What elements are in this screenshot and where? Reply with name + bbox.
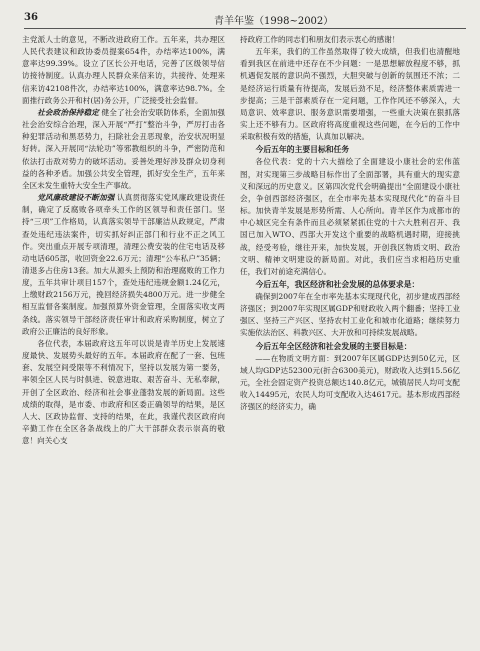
- paragraph-body: 认真贯彻落实党风廉政建设责任制，确定了反腐败各项牵头工作的区领导和责任部门。坚持“三项”工作格局，认真落实领导干部廉洁从政规定，严肃查处违纪违法案件，切实抓好纠正部门和行业不正之风工作。突出重点开展专项清理，清理公费安装的住宅电话及移动电话605部，收回资金22.6万元；清理“公车私户”35辆；清退多占住房13套。加大从源头上预防和治理腐败的工作力度，五年共审计项目157个，查处违纪违规金额1.24亿元，上缴财政2156万元，挽回经济损失4800万元。进一步健全相互监督各案制度。加强预算外资金管理，全面落实收支两条线。落实领导干部经济责任审计和政府采购制度，树立了政府公正廉洁的良好形象。: [22, 193, 225, 336]
- section-heading: 今后五年全区经济和社会发展的主要目标是：: [255, 341, 412, 351]
- left-column: [22, 34, 225, 447]
- paragraph-lead: 社会政治保持稳定: [37, 107, 99, 117]
- paragraph: 确保到2007年在全市率先基本实现现代化，初步建成西部经济强区；到2007年实现区属GDP和财政收入两个翻番；坚持工业强区、坚持三产兴区、坚持农村工业化和城市化道路；继续努力实施依法治区、科教兴区、大开放和可持续发展战略。: [240, 291, 460, 338]
- paragraph: 各位代表：党的十六大描绘了全面建设小康社会的宏伟蓝图，对实现第三步战略目标作出了全面部署，具有重大的现实意义和深远的历史意义。区第四次党代会明确提出“全面建设小康社会，争创西部经济强区，在全市率先基本实现现代化”的奋斗目标。加快青羊发展是形势所需、人心所向。青羊区作为成都市的中心城区完全有条件而且必须紧紧抓住党的十六大胜利召开、我国已加入WTO、西部大开发这个重要的战略机遇时期，迎接挑战，经受考验，继往开来，加快发展，开创我区物质文明、政治文明、精神文明建设的新局面。对此，我们应当求相趋历史重任，我们对前途充满信心。: [240, 157, 460, 276]
- paragraph: ——在物质文明方面：到2007年区属GDP达到50亿元，区域人均GDP达52300元(折合6300美元)，财政收入达到15.56亿元，全社会固定资产投资总额达140.8亿元，城镇居民人均可支配收入14495元，农民人均可支配收入达4617元。基本形成西部经济强区的经济实力，确: [240, 353, 460, 412]
- running-title: 青羊年鉴（1998~2002）: [214, 16, 334, 27]
- paragraph: [22, 192, 225, 338]
- paragraph: 五年来，我们的工作虽然取得了较大成绩，但我们也清醒地看到我区在前进中还存在不少问题：一是思想解放程度不够，抓机遇促发展的意识尚不强烈，大胆突破与创新的氛围还不浓；二是经济运行质量有待提高，发展后劲不足，经济整体素质需进一步提高；三是干部素质存在一定问题，工作作风还不够深入，大局意识、效率意识、服务意识需要增强，一些重大决策在狠抓落实上还不够有力。区政府将高度重视这些问题，在今后的工作中采取积极有效的措施，认真加以解决。: [240, 47, 460, 142]
- page-header: [24, 12, 466, 29]
- paragraph: 主党派人士的意见，不断改进政府工作。五年来，共办理区人民代表建议和政协委员提案654件，办结率达100%，满意率达99.39%。设立了区长公开电话，完善了区级领导信访接待制度。认真办理人民群众来信来访，共接待、处理来信来访42108件次，办结率达100%，满意率达98.7%。全面推行政务公开和村(居)务公开，广泛接受社会监督。: [22, 35, 225, 105]
- paragraph-body: 健全了社会治安联防体系，全面加强社会治安综合治理，深入开展“严打”整治斗争，严厉打击各种犯罪活动和黑恶势力，扫除社会丑恶现象，治安状况明显好转。深入开展同“法轮功”等邪教组织的斗争，严密防范和依法打击敌对势力的破坏活动。妥善处理好涉及群众切身利益的各种矛盾。加强公共安全管理，抓好安全生产，五年来全区未发生重特大安全生产事故。: [22, 107, 225, 190]
- paragraph: 各位代表，本届政府这五年可以说是青羊历史上发展速度最快、发展势头最好的五年。本届政府在配了一套、包班套、发展空间受限等不利情况下，坚持以发展为第一要务，率领全区人民与时俱进、锐意进取、艰苦奋斗、无私奉献，开创了全区政治、经济和社会事业蓬勃发展的新局面。这些成绩的取得，是市委、市政府和区委正确领导的结果，是区人大、区政协监督、支持的结果，在此，我谨代表区政府向辛勤工作在全区各条战线上的广大干部群众表示崇高的敬意！向关心支: [22, 338, 225, 446]
- page-number: 36: [24, 12, 38, 23]
- section-heading: 今后五年的主要目标和任务: [255, 145, 350, 155]
- paragraph: 持政府工作的同志们和朋友们表示衷心的感谢！: [240, 35, 400, 44]
- paragraph: [22, 107, 225, 192]
- section-heading: 今后五年，我区经济和社会发展的总体要求是：: [255, 279, 420, 289]
- paragraph-lead: 党风廉政建设不断加强: [37, 193, 115, 203]
- right-column: [240, 34, 460, 413]
